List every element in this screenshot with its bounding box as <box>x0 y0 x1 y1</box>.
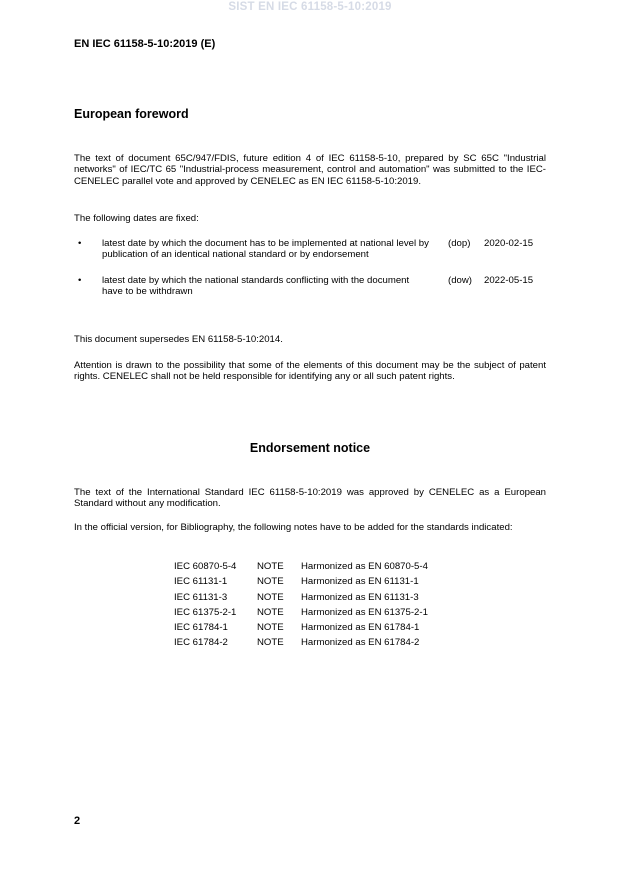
endorsement-title: Endorsement notice <box>249 441 371 455</box>
note-label-cell: NOTE <box>257 591 284 603</box>
endorsement-paragraph: The text of the International Standard IEC 61158-5-10:2019 was approved by CENELEC as a European Standard without any modification. <box>74 487 546 510</box>
note-label-cell: NOTE <box>257 576 284 588</box>
dates-intro: The following dates are fixed: <box>74 213 199 224</box>
note-text-cell: Harmonized as EN 61375-2-1 <box>301 606 428 618</box>
note-label-cell: NOTE <box>257 637 284 649</box>
standard-cell: IEC 61131-1 <box>174 576 228 588</box>
standard-cell: IEC 61375-2-1 <box>174 606 237 618</box>
standard-cell: IEC 61784-1 <box>174 622 228 634</box>
table-row <box>174 607 428 622</box>
note-text-cell: Harmonized as EN 61784-1 <box>301 622 420 634</box>
table-row <box>174 592 428 607</box>
note-label-cell: NOTE <box>257 622 284 634</box>
watermark: SIST EN IEC 61158-5-10:2019 <box>228 1 392 13</box>
date-value: 2020-02-15 <box>484 238 534 249</box>
table-row <box>174 622 428 637</box>
date-code: (dow) <box>448 275 472 286</box>
date-description: latest date by which the national standards conflicting with the document have to be withdrawn <box>102 275 410 298</box>
standard-cell: IEC 61131-3 <box>174 591 228 603</box>
bibliography-intro: In the official version, for Bibliography, the following notes have to be added for the standards indicated: <box>74 522 513 533</box>
note-text-cell: Harmonized as EN 61784-2 <box>301 637 420 649</box>
table-row <box>174 576 428 591</box>
bullet: • <box>78 275 82 286</box>
date-description: latest date by which the document has to be implemented at national level by publication of an identical national standard or by endorsement <box>102 238 429 261</box>
note-text-cell: Harmonized as EN 61131-3 <box>301 591 419 603</box>
standard-cell: IEC 61784-2 <box>174 637 228 649</box>
foreword-title: European foreword <box>74 107 189 121</box>
date-value: 2022-05-15 <box>484 275 534 286</box>
document-id: EN IEC 61158-5-10:2019 (E) <box>74 38 216 50</box>
table-row <box>174 561 428 576</box>
bibliography-notes-table <box>174 561 428 653</box>
note-text-cell: Harmonized as EN 61131-1 <box>301 576 419 588</box>
foreword-paragraph: The text of document 65C/947/FDIS, future edition 4 of IEC 61158-5-10, prepared by SC 65C "Industrial networks" of IEC/TC 65 "Industrial-process measurement, control and automation" was submitted to the IEC-CENELEC parallel vote and approved by CENELEC as EN IEC 61158-5-10:2019. <box>74 153 546 187</box>
note-label-cell: NOTE <box>257 606 284 618</box>
supersedes-paragraph: This document supersedes EN 61158-5-10:2014. <box>74 334 283 345</box>
patent-paragraph: Attention is drawn to the possibility that some of the elements of this document may be the subject of patent rights. CENELEC shall not be held responsible for identifying any or all such patent rights. <box>74 360 546 383</box>
date-code: (dop) <box>448 238 471 249</box>
table-row <box>174 637 428 652</box>
page-number: 2 <box>74 815 81 827</box>
note-label-cell: NOTE <box>257 561 284 572</box>
note-text-cell: Harmonized as EN 60870-5-4 <box>301 561 428 572</box>
bullet: • <box>78 238 82 249</box>
standard-cell: IEC 60870-5-4 <box>174 561 237 572</box>
